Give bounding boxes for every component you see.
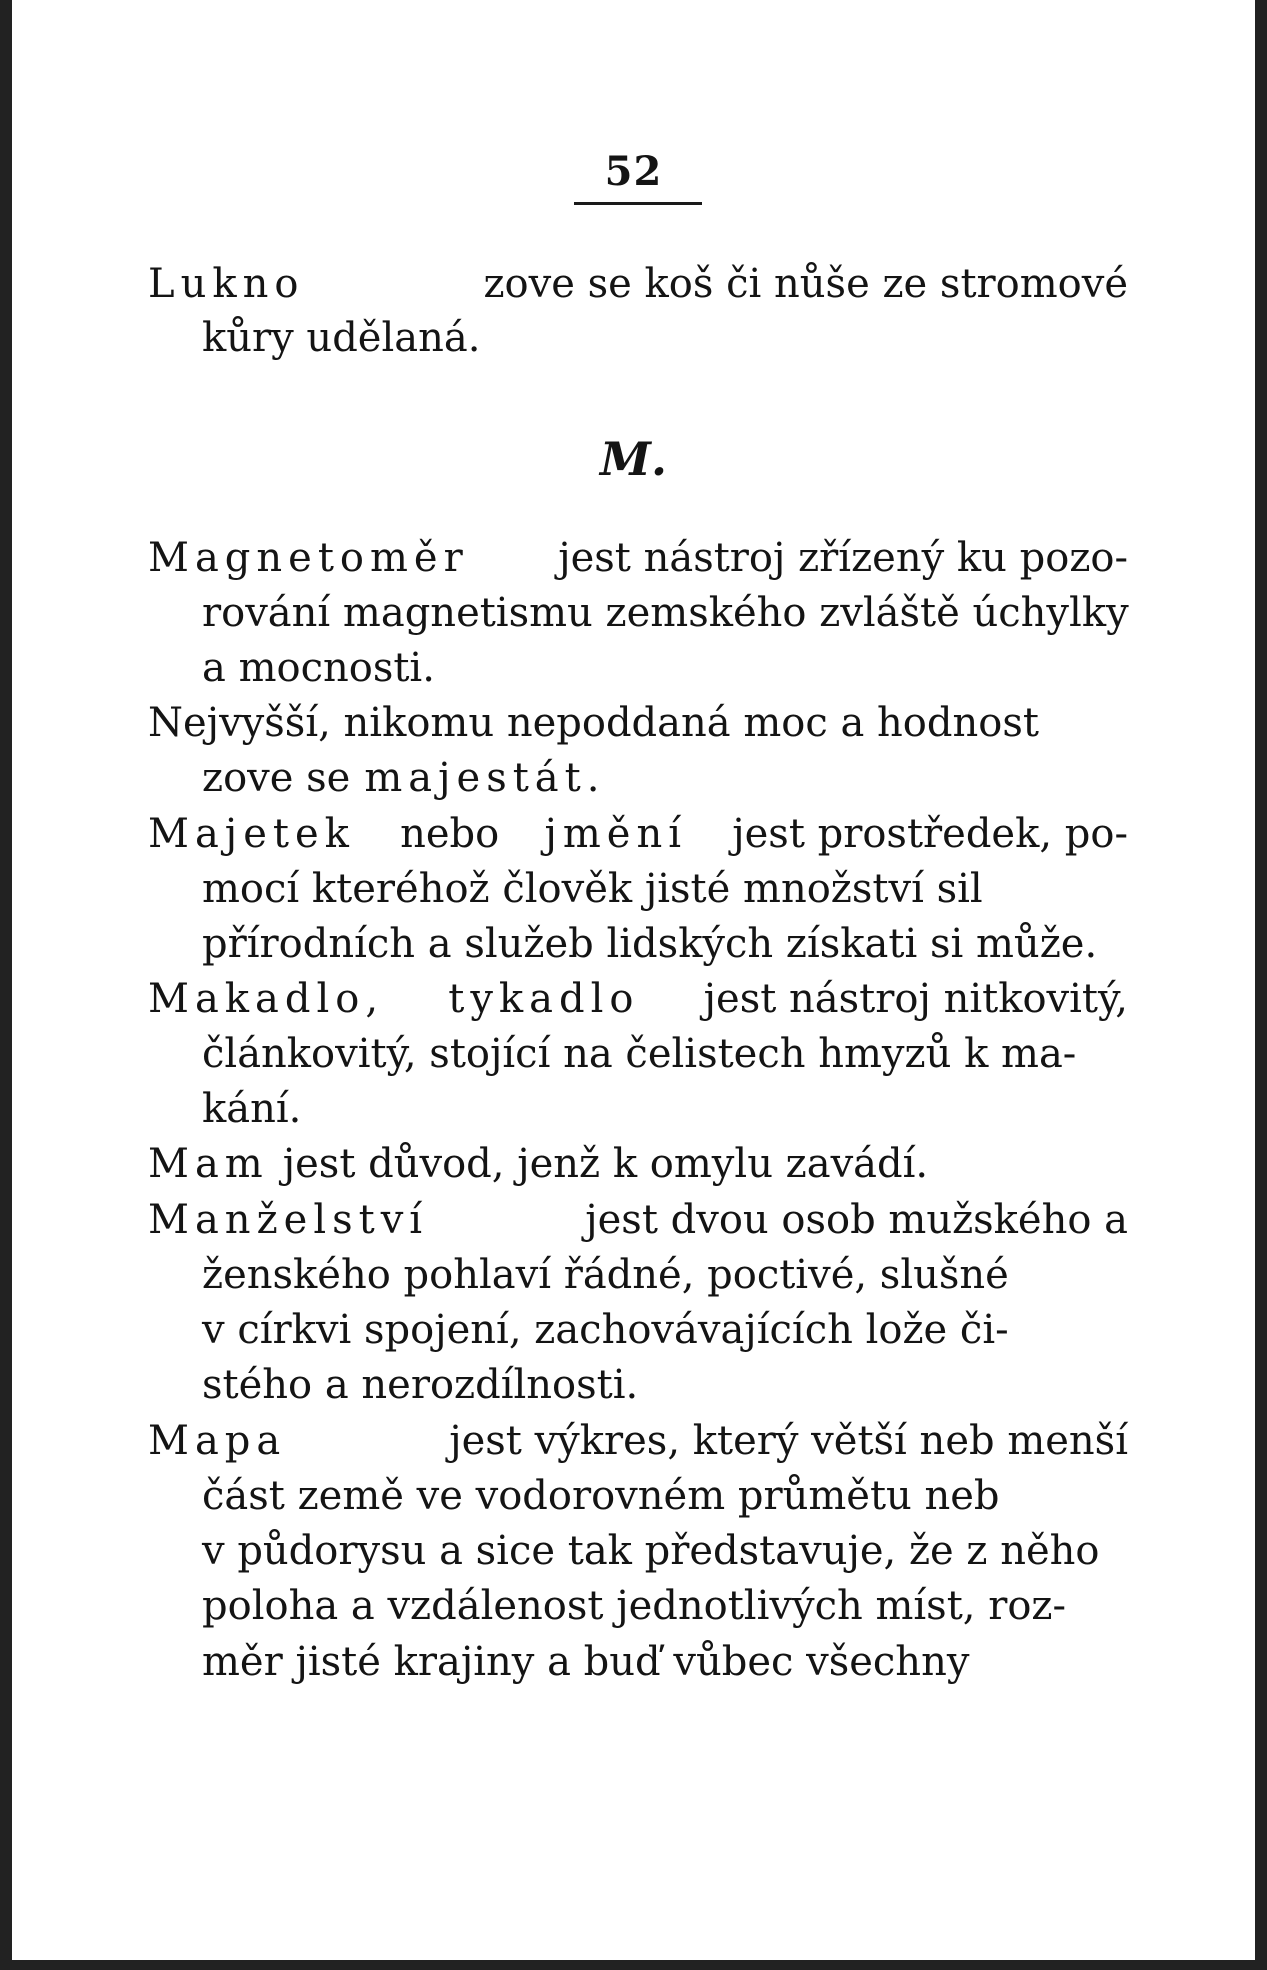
text-line [148,256,1128,312]
entry-term: majestát. [364,755,606,801]
text-line [202,1026,1128,1082]
entry-text: rování magnetismu zemského zvláště úchylky [202,590,1129,636]
entry-text: stého a nerozdílnosti. [202,1362,639,1408]
entry-term: Manželství [148,1197,429,1243]
entry-text: v půdorysu a sice tak představuje, že z něho [202,1528,1100,1574]
text-line [202,585,1128,641]
page-number: 52 [604,148,663,195]
text-line [202,1081,1128,1137]
entry-text: jest nástroj zřízený ku pozo- [558,535,1128,581]
text-line [202,1468,1128,1524]
text-line [202,1357,1128,1413]
entry-text: mocí kteréhož člověk jisté množství sil [202,866,983,912]
entry-term: Mam [148,1141,269,1187]
entry-term: Lukno [148,261,305,307]
entry-text: a mocnosti. [202,645,435,691]
entry-text: článkovitý, stojící na čelistech hmyzů k ma- [202,1031,1077,1077]
text-line [202,640,1128,696]
entry-text: jest prostředek, po- [732,811,1128,857]
entry-text: nebo [400,811,500,857]
entry-term: Magnetoměr [148,535,469,581]
left-page-edge [0,0,12,1970]
entry-term: tykadlo [448,976,640,1022]
entry-term: jmění [544,811,687,857]
entry-term: Majetek [148,811,355,857]
text-line [202,1523,1128,1579]
text-line [202,750,1128,806]
bottom-page-edge [0,1960,1267,1970]
page-number-rule [574,202,702,205]
entry-term: Mapa [148,1418,287,1464]
entry-text: Nejvyšší, nikomu nepoddaná moc a hodnost [148,700,1039,746]
text-line [202,1578,1128,1634]
entry-text: měr jisté krajiny a buď vůbec všechny [202,1639,970,1685]
entry-text: jest výkres, který větší neb menší [449,1418,1128,1464]
text-line [148,1136,1128,1192]
text-line [202,1302,1128,1358]
right-page-edge [1255,0,1267,1970]
entry-text: v církvi spojení, zachovávajících lože či- [202,1307,1009,1353]
entry-text: zove se koš či nůše ze stromové [483,261,1128,307]
entry-text: poloha a vzdálenost jednotlivých míst, roz- [202,1583,1067,1629]
text-line [202,916,1128,972]
text-line [202,1634,1128,1690]
text-line [148,971,1128,1027]
text-line [148,695,1128,751]
entry-text: zove se [202,755,351,801]
text-line [202,310,1128,366]
entry-text: jest důvod, jenž k omylu zavádí. [282,1141,929,1187]
text-line [148,1413,1128,1469]
entry-text: ženského pohlaví řádné, poctivé, slušné [202,1252,1009,1298]
text-line [148,806,1128,862]
entry-text: jest nástroj nitkovitý, [703,976,1128,1022]
entry-text: kání. [202,1086,302,1132]
entry-text: část země ve vodorovném průmětu neb [202,1473,1000,1519]
text-line [148,1192,1128,1248]
text-line [148,530,1128,586]
entry-text: přírodních a služeb lidských získati si může. [202,921,1098,967]
text-line [202,861,1128,917]
entry-text: jest dvou osob mužského a [585,1197,1128,1243]
section-letter: M. [600,432,667,486]
entry-text: kůry udělaná. [202,315,481,361]
text-line [202,1247,1128,1303]
entry-term: Makadlo, [148,976,385,1022]
